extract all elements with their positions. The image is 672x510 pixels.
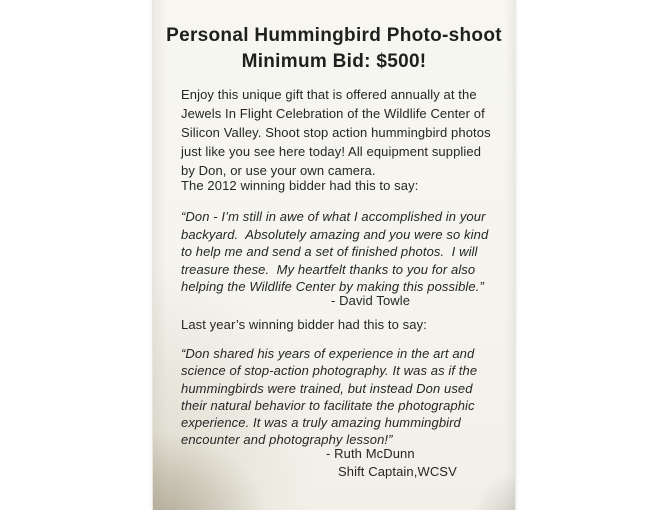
intro-line: Jewels In Flight Celebration of the Wildlife Center of	[181, 106, 485, 121]
quote-last-year-line: hummingbirds were trained, but instead Don used	[181, 380, 473, 396]
quote-last-year-line: their natural behavior to facilitate the photographic	[181, 397, 475, 413]
flyer-title-line1: Personal Hummingbird Photo-shoot	[166, 25, 502, 46]
quote-2012-line: to help me and send a set of finished photos. I will	[181, 244, 478, 259]
bidder-2012-heading	[181, 177, 509, 194]
intro-paragraph	[181, 85, 509, 180]
quote-last-year-attribution-title	[181, 464, 509, 480]
flyer-title-line2: Minimum Bid: $500!	[241, 51, 427, 72]
quote-2012-attribution	[181, 293, 509, 309]
quote-last-year-line: science of stop-action photography. It was as if the	[181, 363, 478, 379]
intro-line: Silicon Valley. Shoot stop action hummingbird photos	[181, 125, 491, 140]
quote-last-year-line: experience. It was a truly amazing hummingbird	[181, 415, 461, 431]
quote-last-year-attribution-text: - Ruth McDunn	[326, 446, 415, 461]
intro-line: by Don, or use your own camera.	[181, 163, 376, 178]
last-year-heading	[181, 316, 509, 333]
quote-2012-line: treasure these. My heartfelt thanks to you for also	[181, 261, 476, 277]
quote-2012-line: backyard. Absolutely amazing and you were so kind	[181, 226, 489, 242]
quote-last-year-line: “Don shared his years of experience in the art and	[181, 346, 475, 361]
quote-2012	[181, 208, 509, 296]
flyer-photo	[152, 0, 516, 510]
bidder-2012-heading-text: The 2012 winning bidder had this to say:	[181, 178, 419, 193]
intro-line: Enjoy this unique gift that is offered annually at the	[181, 87, 477, 102]
last-year-heading-text: Last year’s winning bidder had this to say:	[181, 317, 427, 332]
quote-last-year-attribution	[181, 446, 509, 462]
quote-last-year-line: encounter and photography lesson!”	[181, 432, 393, 448]
quote-2012-line: “Don - I’m still in awe of what I accomplished in your	[181, 209, 486, 224]
intro-line: just like you see here today! All equipment supplied	[181, 144, 482, 159]
quote-last-year-attribution-title-text: Shift Captain,WCSV	[338, 464, 457, 479]
quote-2012-line: helping the Wildlife Center by making this possible.”	[181, 279, 484, 294]
quote-last-year	[181, 345, 509, 449]
quote-2012-attribution-text: - David Towle	[331, 293, 411, 308]
